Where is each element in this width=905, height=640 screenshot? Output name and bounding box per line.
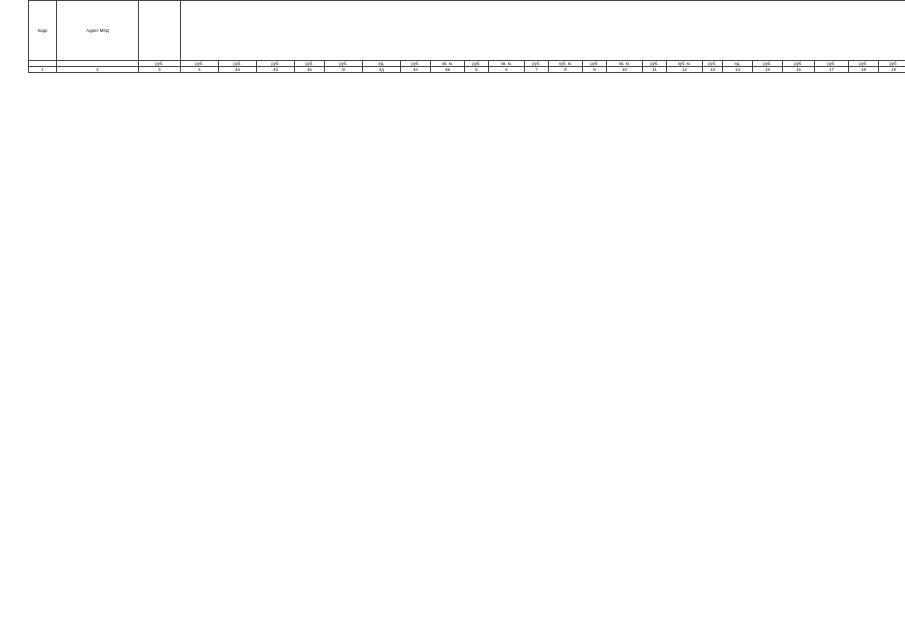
unit-cell: руб. <box>753 61 783 67</box>
column-number-cell: 2 <box>57 67 139 73</box>
unit-cell: руб. <box>703 61 723 67</box>
unit-cell: руб. <box>849 61 879 67</box>
column-number-cell: 4г <box>325 67 363 73</box>
unit-cell: руб. <box>783 61 815 67</box>
unit-cell: ед. <box>723 61 753 67</box>
column-number-cell: 9 <box>583 67 607 73</box>
column-number-cell: 4ж <box>431 67 465 73</box>
unit-cell: руб. <box>643 61 667 67</box>
column-number-cell: 4д <box>363 67 401 73</box>
column-number-cell: 13 <box>703 67 723 73</box>
unit-cell: руб. <box>815 61 849 67</box>
unit-cell: кв. м. <box>431 61 465 67</box>
column-numbers-row <box>29 67 905 73</box>
column-number-cell: 10 <box>607 67 643 73</box>
column-number-cell: 4 <box>181 67 219 73</box>
unit-cell: руб. <box>139 61 181 67</box>
column-number-cell: 5 <box>465 67 489 73</box>
column-number-cell: 12 <box>667 67 703 73</box>
column-number-cell: 16 <box>783 67 815 73</box>
unit-cell: руб. <box>401 61 431 67</box>
unit-cell: куб. м. <box>667 61 703 67</box>
unit-cell: кв. м. <box>607 61 643 67</box>
unit-cell: кв. м. <box>489 61 525 67</box>
column-number-cell: 15 <box>753 67 783 73</box>
spreadsheet <box>28 0 896 640</box>
column-number-cell: 11 <box>643 67 667 73</box>
unit-cell: куб. м. <box>549 61 583 67</box>
repair-cost-table <box>28 0 905 73</box>
column-number-cell: 8 <box>549 67 583 73</box>
unit-cell: руб. <box>295 61 325 67</box>
table-title <box>328 0 628 6</box>
column-number-cell: 14 <box>723 67 753 73</box>
column-number-cell: 3 <box>139 67 181 73</box>
unit-cell: руб. <box>465 61 489 67</box>
unit-cell: ед. <box>363 61 401 67</box>
column-number-cell: 4в <box>295 67 325 73</box>
column-number-cell: 6 <box>489 67 525 73</box>
index-header: Кадр <box>29 1 57 61</box>
unit-cell: руб. <box>879 61 905 67</box>
unit-cell: руб. <box>181 61 219 67</box>
column-number-cell: 7 <box>525 67 549 73</box>
address-header: Адрес МКД <box>57 1 139 61</box>
group-header <box>181 1 905 61</box>
unit-cell: руб. <box>257 61 295 67</box>
column-number-cell: 4а <box>219 67 257 73</box>
column-number-cell: 4е <box>401 67 431 73</box>
column-number-cell: 17 <box>815 67 849 73</box>
unit-cell: руб. <box>583 61 607 67</box>
unit-cell: руб. <box>525 61 549 67</box>
column-number-cell: 18 <box>849 67 879 73</box>
total-header <box>139 1 181 61</box>
unit-cell: руб. <box>325 61 363 67</box>
column-number-cell: 4б <box>257 67 295 73</box>
column-number-cell: 19 <box>879 67 905 73</box>
column-number-cell: 1 <box>29 67 57 73</box>
unit-cell: руб. <box>219 61 257 67</box>
